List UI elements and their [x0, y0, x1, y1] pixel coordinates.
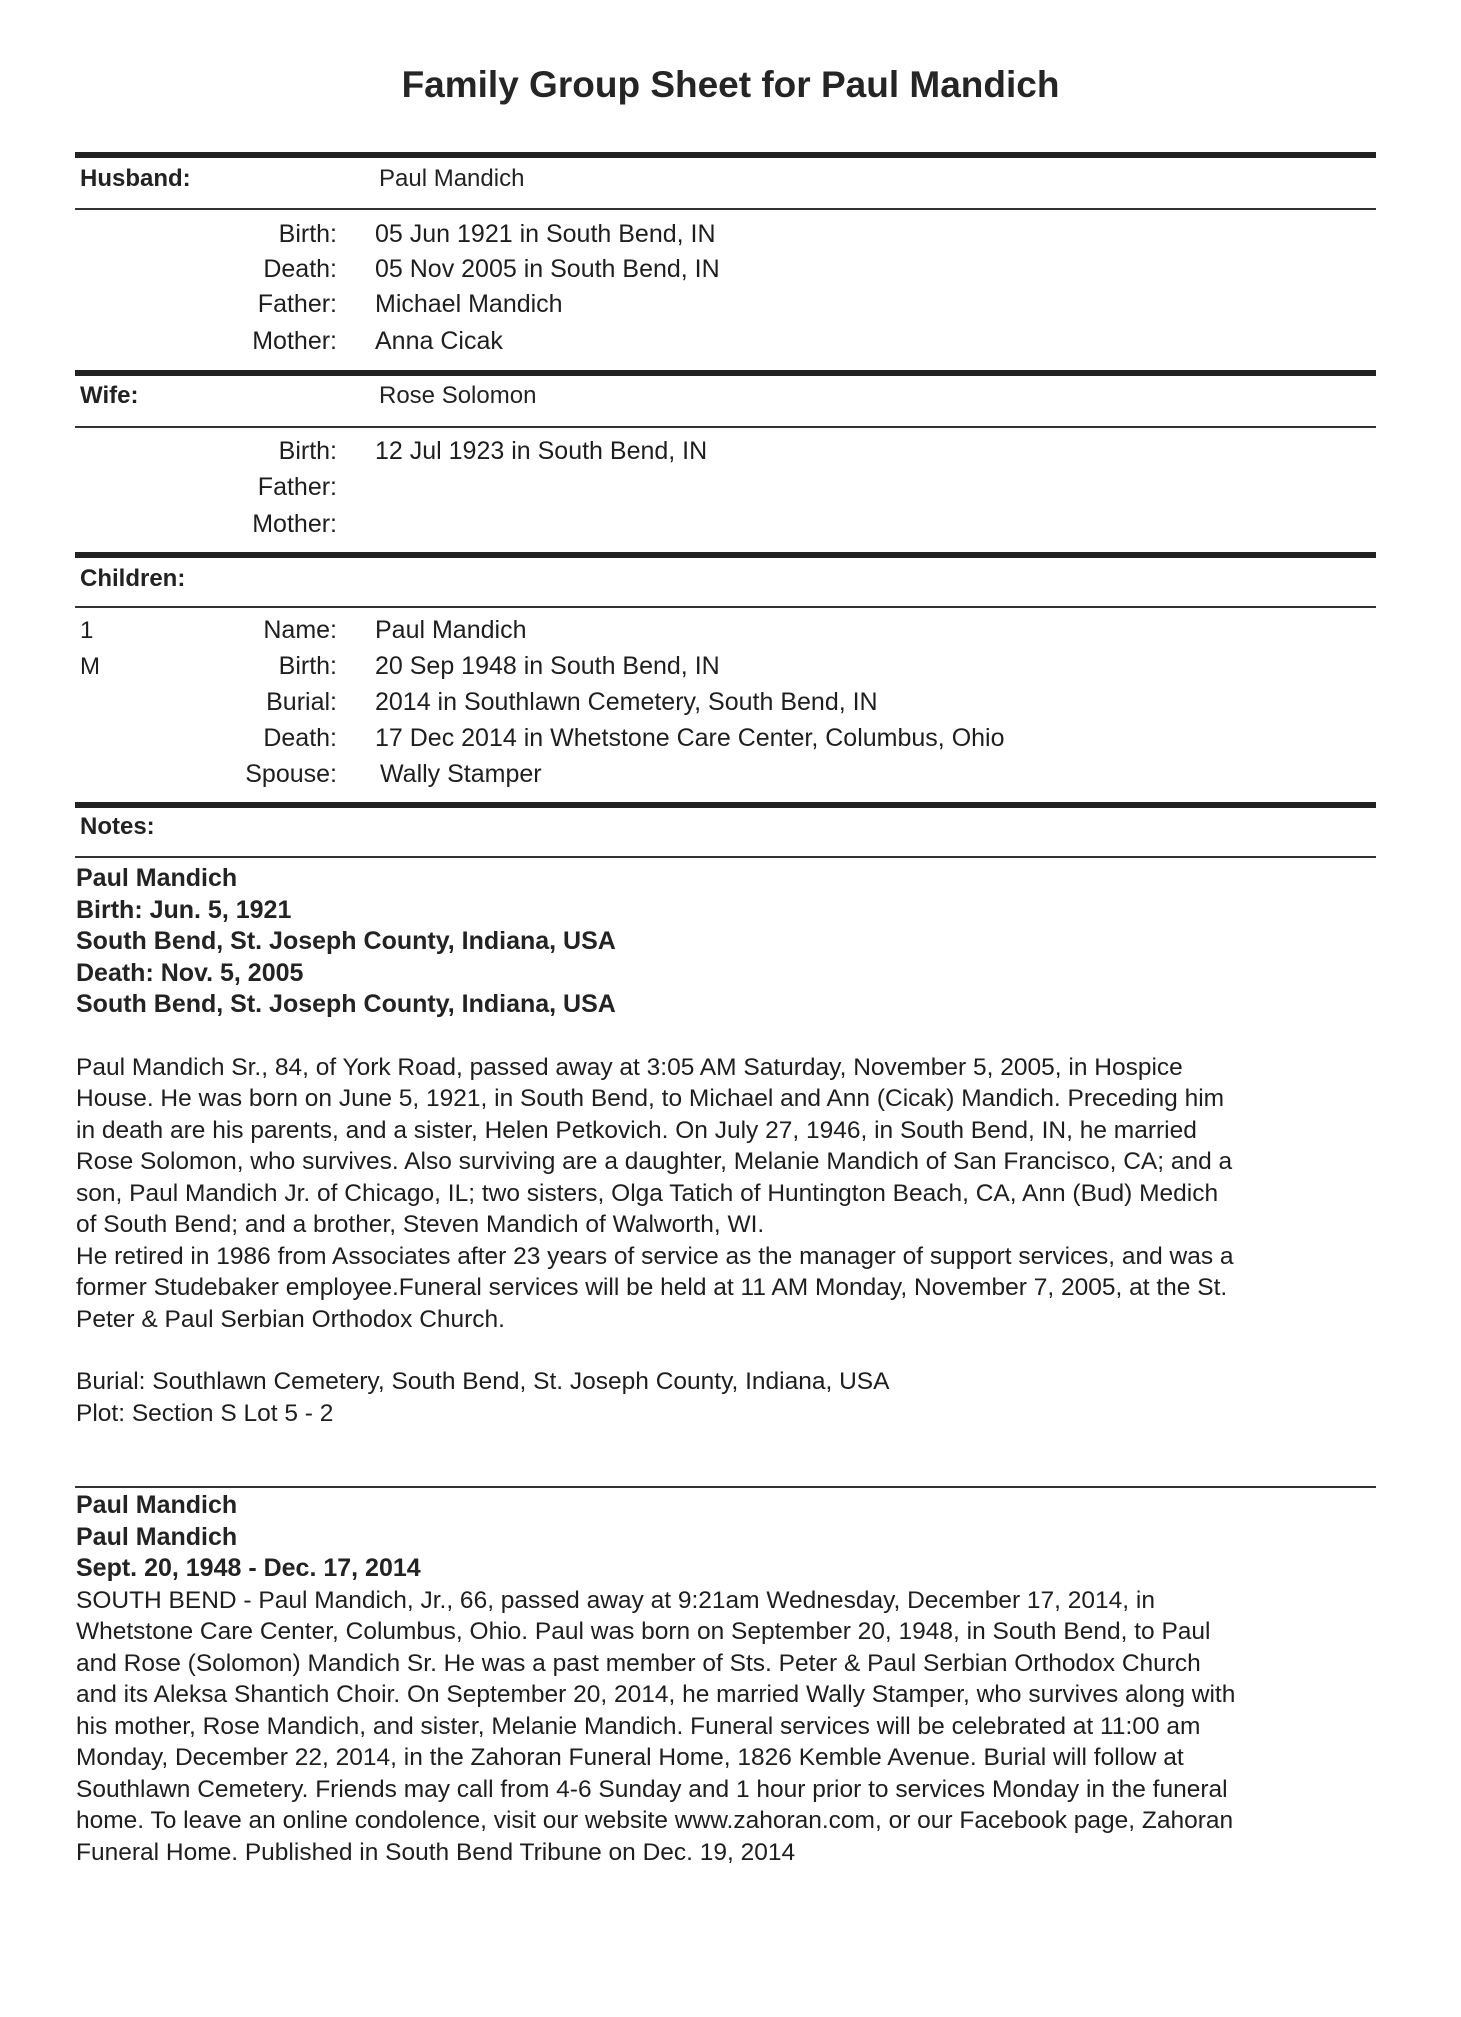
field-value: Anna Cicak: [375, 327, 503, 355]
field-value: Paul Mandich: [375, 616, 527, 644]
field-label: Mother:: [252, 510, 337, 538]
note-text-line: He retired in 1986 from Associates after 23 years of service as the manager of support services, and was a: [76, 1242, 1234, 1270]
husband-name: Paul Mandich: [379, 165, 525, 192]
note-burial-line: Burial: Southlawn Cemetery, South Bend, St. Joseph County, Indiana, USA: [76, 1368, 890, 1395]
note-text-line: Monday, December 22, 2014, in the Zahoran Funeral Home, 1826 Kemble Avenue. Burial will follow at: [76, 1744, 1184, 1771]
divider-thin: [75, 208, 1376, 210]
note-heading: Paul Mandich: [76, 864, 238, 892]
field-label: Burial:: [266, 688, 337, 716]
page-title: Family Group Sheet for Paul Mandich: [401, 64, 1060, 105]
note-text-line: of South Bend; and a brother, Steven Mandich of Walworth, WI.: [76, 1211, 765, 1238]
husband-mother-row: [0, 327, 1461, 361]
field-label: Father:: [257, 473, 337, 501]
note-text-line: Southlawn Cemetery. Friends may call from 4-6 Sunday and 1 hour prior to services Monday in the funeral: [76, 1775, 1228, 1803]
note-text-line: House. He was born on June 5, 1921, in South Bend, to Michael and Ann (Cicak) Mandich. Preceding him: [76, 1085, 1225, 1112]
field-label: Father:: [257, 290, 337, 318]
field-value: 20 Sep 1948 in South Bend, IN: [375, 652, 720, 680]
divider-thin: [75, 606, 1376, 608]
children-label: Children:: [80, 565, 186, 592]
note-text-line: in death are his parents, and a sister, Helen Petkovich. On July 27, 1946, in South Bend, IN, he married: [76, 1116, 1197, 1144]
note-text-line: former Studebaker employee.Funeral services will be held at 11 AM Monday, November 7, 2005, at the St.: [76, 1274, 1228, 1301]
note-text-line: Peter & Paul Serbian Orthodox Church.: [76, 1305, 505, 1333]
field-label: Death:: [263, 255, 337, 283]
note-heading: Paul Mandich: [76, 1522, 238, 1551]
note-heading: South Bend, St. Joseph County, Indiana, USA: [76, 927, 616, 955]
note-heading: Birth: Jun. 5, 1921: [76, 895, 292, 924]
note-text-line: and its Aleksa Shantich Choir. On September 20, 2014, he married Wally Stamper, who survives along with: [76, 1681, 1236, 1708]
child-sex: M: [80, 653, 100, 680]
husband-birth-row: [0, 220, 1461, 254]
field-value: Wally Stamper: [380, 760, 542, 788]
field-label: Spouse:: [245, 760, 337, 788]
note-text-line: home. To leave an online condolence, visit our website www.zahoran.com, or our Facebook page, Zahoran: [76, 1807, 1234, 1834]
divider-thick: [75, 370, 1376, 376]
note-text-line: son, Paul Mandich Jr. of Chicago, IL; two sisters, Olga Tatich of Huntington Beach, CA, Ann (Bud) Medich: [76, 1179, 1219, 1207]
field-label: Birth:: [278, 220, 337, 248]
note-plot-line: Plot: Section S Lot 5 - 2: [76, 1399, 334, 1427]
note-heading: Paul Mandich: [76, 1491, 238, 1519]
note-text-line: and Rose (Solomon) Mandich Sr. He was a past member of Sts. Peter & Paul Serbian Orthodox Church: [76, 1649, 1201, 1677]
child-number: 1: [80, 617, 94, 644]
note-text-line: his mother, Rose Mandich, and sister, Melanie Mandich. Funeral services will be celebrated at 11:00 am: [76, 1712, 1201, 1740]
divider-thick: [75, 552, 1376, 558]
field-value: Michael Mandich: [375, 290, 563, 318]
divider-thin: [75, 1486, 1376, 1488]
note-text-line: Rose Solomon, who survives. Also surviving are a daughter, Melanie Mandich of San Francisco, CA; and a: [76, 1148, 1233, 1175]
divider-thin: [75, 426, 1376, 428]
field-label: Birth:: [278, 437, 337, 465]
note-text-line: Whetstone Care Center, Columbus, Ohio. Paul was born on September 20, 1948, in South Bend, to Paul: [76, 1618, 1211, 1645]
note-text-line: SOUTH BEND - Paul Mandich, Jr., 66, passed away at 9:21am Wednesday, December 17, 2014, in: [76, 1586, 1155, 1614]
child-name-row: [0, 616, 1461, 650]
note-heading: Sept. 20, 1948 - Dec. 17, 2014: [76, 1554, 421, 1582]
note-heading: South Bend, St. Joseph County, Indiana, USA: [76, 990, 616, 1018]
field-label: Name:: [263, 616, 337, 644]
wife-birth-row: [0, 437, 1461, 471]
field-value: 2014 in Southlawn Cemetery, South Bend, IN: [375, 688, 878, 716]
husband-father-row: [0, 290, 1461, 324]
divider-thick: [75, 802, 1376, 808]
note-heading: Death: Nov. 5, 2005: [76, 958, 304, 987]
notes-label: Notes:: [80, 813, 155, 840]
field-label: Birth:: [278, 652, 337, 680]
note-text-line: Paul Mandich Sr., 84, of York Road, passed away at 3:05 AM Saturday, November 5, 2005, in Hospice: [76, 1053, 1183, 1081]
field-label: Mother:: [252, 327, 337, 355]
field-label: Death:: [263, 724, 337, 752]
field-value: 05 Jun 1921 in South Bend, IN: [375, 220, 716, 248]
wife-mother-row: [0, 510, 1461, 544]
husband-label: Husband:: [80, 165, 191, 192]
wife-name: Rose Solomon: [379, 382, 537, 409]
child-spouse-row: [0, 760, 1461, 794]
divider-thick: [75, 152, 1376, 158]
husband-death-row: [0, 255, 1461, 289]
field-value: 17 Dec 2014 in Whetstone Care Center, Columbus, Ohio: [375, 724, 1005, 752]
wife-label: Wife:: [80, 382, 139, 409]
field-value: 12 Jul 1923 in South Bend, IN: [375, 437, 708, 465]
wife-father-row: [0, 473, 1461, 507]
note-text-line: Funeral Home. Published in South Bend Tribune on Dec. 19, 2014: [76, 1838, 796, 1866]
field-value: 05 Nov 2005 in South Bend, IN: [375, 255, 720, 283]
child-burial-row: [0, 688, 1461, 722]
child-death-row: [0, 724, 1461, 758]
divider-thin: [75, 856, 1376, 858]
child-birth-row: [0, 652, 1461, 686]
note-1: [76, 863, 1386, 1429]
note-2: [76, 1490, 1386, 1868]
